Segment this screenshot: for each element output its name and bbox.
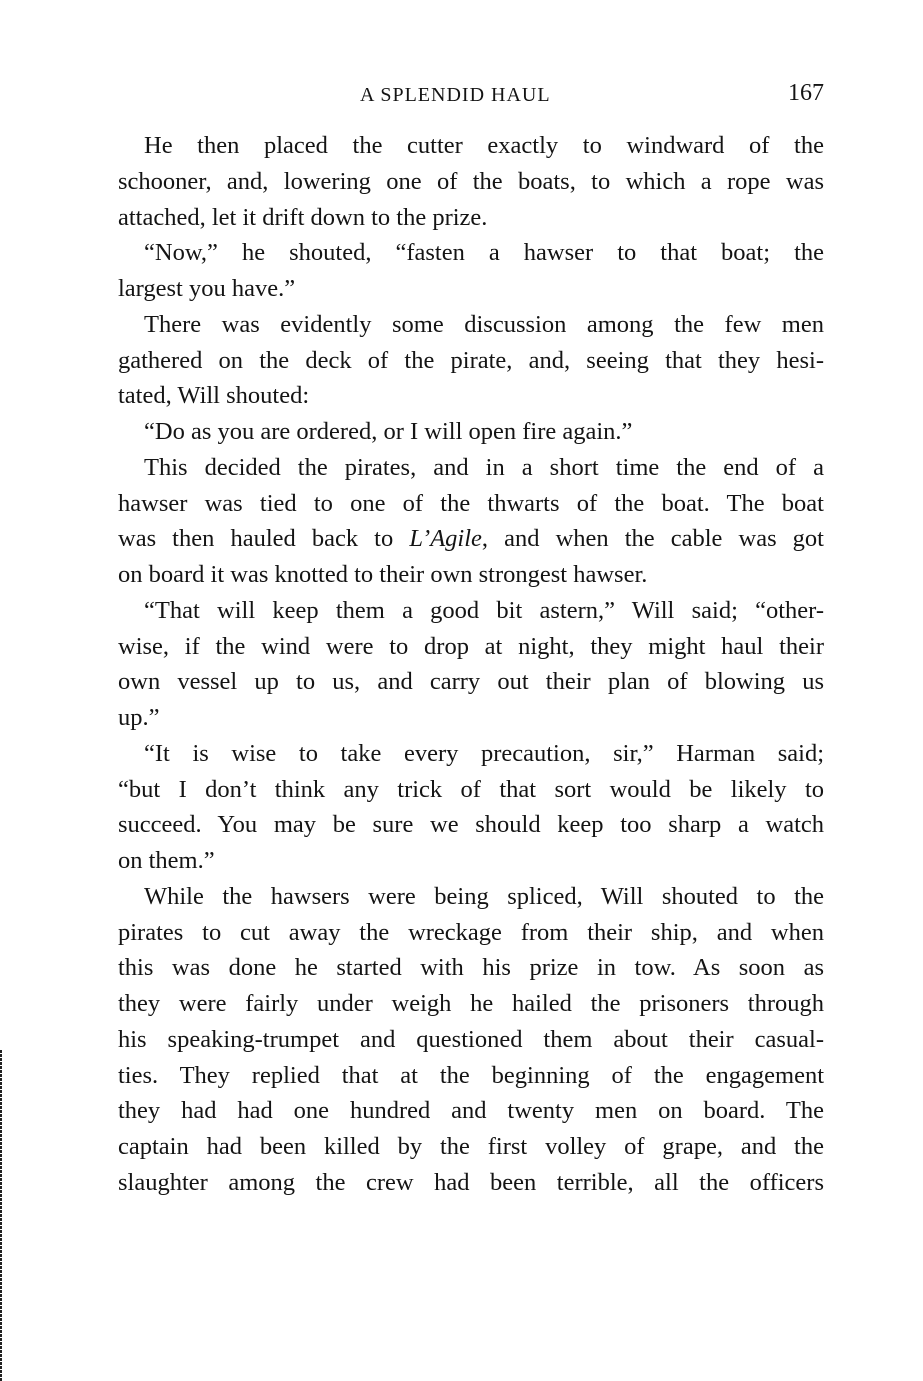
text-line: this was done he started with his prize in tow. As soon as (118, 954, 824, 982)
page-number: 167 (788, 80, 824, 106)
text-line: captain had been killed by the first volley of grape, and the (118, 1133, 824, 1160)
text-line: attached, let it drift down to the prize. (118, 203, 488, 231)
text-line: up.” (118, 704, 160, 731)
text-segment: was then hauled back to (118, 525, 410, 553)
text-line: they were fairly under weigh he hailed the prisoners through (118, 990, 824, 1017)
text-segment: , and when the cable was got (481, 525, 824, 553)
text-line: on them.” (118, 847, 215, 874)
text-line: While the hawsers were being spliced, Will shouted to the (144, 882, 824, 910)
text-line (118, 521, 824, 557)
text-line: pirates to cut away the wreckage from their ship, and when (118, 918, 824, 946)
text-line: schooner, and, lowering one of the boats, to which a rope was (118, 167, 824, 195)
text-line: hawser was tied to one of the thwarts of the boat. The boat (118, 489, 824, 517)
text-line: There was evidently some discussion among the few men (144, 310, 824, 338)
running-title: A SPLENDID HAUL (360, 84, 551, 106)
text-line: ties. They replied that at the beginning of the engagement (118, 1061, 824, 1089)
text-line: gathered on the deck of the pirate, and, seeing that they hesi- (118, 346, 824, 374)
ship-name: L’Agile (409, 525, 482, 553)
text-line: He then placed the cutter exactly to windward of the (144, 132, 824, 159)
text-line: own vessel up to us, and carry out their plan of blowing us (118, 668, 824, 696)
text-line: succeed. You may be sure we should keep too sharp a watch (118, 811, 824, 839)
text-line: “but I don’t think any trick of that sort would be likely to (118, 775, 824, 803)
text-line: tated, Will shouted: (118, 382, 310, 410)
text-line: largest you have.” (118, 275, 296, 302)
text-line: “Now,” he shouted, “fasten a hawser to that boat; the (144, 239, 824, 267)
text-line: slaughter among the crew had been terrible, all the officers (118, 1168, 824, 1196)
page-edge-binding (0, 1050, 2, 1381)
text-line: “That will keep them a good bit astern,” Will said; “other- (144, 596, 824, 624)
text-line: This decided the pirates, and in a short time the end of a (144, 453, 824, 481)
text-line: wise, if the wind were to drop at night, they might haul their (118, 632, 824, 660)
text-line: “Do as you are ordered, or I will open fire again.” (144, 418, 633, 445)
body-text (118, 128, 824, 1201)
text-line: on board it was knotted to their own strongest hawser. (118, 561, 648, 588)
text-line: his speaking-trumpet and questioned them about their casual- (118, 1025, 824, 1053)
running-head (118, 80, 824, 114)
text-line: “It is wise to take every precaution, sir,” Harman said; (144, 739, 824, 767)
text-line: they had had one hundred and twenty men on board. The (118, 1097, 824, 1125)
